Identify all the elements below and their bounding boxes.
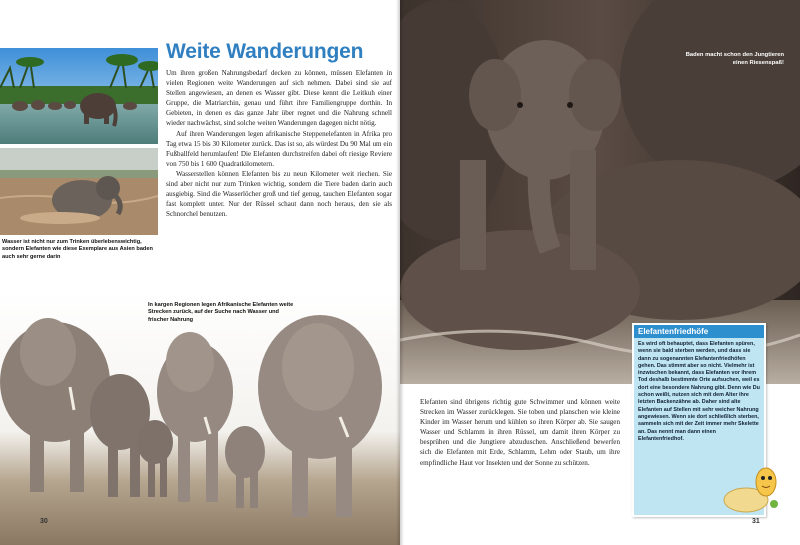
body-paragraph: Um ihren großen Nahrungsbedarf decken zu können, müssen Elefanten in vielen Regionen weite Wanderungen auf sich nehmen. Dabei sind sie auf Stellen angewiesen, an denen es Wasser gibt. Diese kennt die Leitkuh einer Gruppe, die Matriarchin, genau und führt ihre Familiengruppe dorthin. In Gebieten, in denen es das ganze Jahr über regnet und die Nahrung schnell wieder nachwächst, sind solche weiten Wanderungen dagegen nicht nötig. — [166, 69, 392, 128]
right-body-text: Elefanten sind übrigens richtig gute Schwimmer und können weite Strecken im Wasser zurücklegen. Sie toben und planschen wie kleine Kinder im Wasser herum und kühlen so ihren Körper ab. Sie saugen Wasser und Schlamm in ihren Rüssel, um damit ihren Körper zu besprühen und die Jungtiere abzuduschen. Anschließend bewerfen sich die Elefanten mit Erde, Schlamm, Lehm oder Staub, um ihre empfindliche Haut vor Insekten und der Sonne zu schützen. — [420, 398, 620, 467]
book-gutter — [396, 0, 404, 545]
infobox-title: Elefantenfriedhöfe — [634, 325, 764, 338]
infobox-text: Es wird oft behauptet, dass Elefanten spüren, wenn sie bald sterben werden, und dass sie dann zu sogenannten Elefantenfriedhöfen gehen. Das stimmt aber so nicht. Vielmehr ist inzwischen bekannt, dass Elefanten vor ihrem Tod deshalb bestimmte Orte aufsuchen, weil es dort eine besondere Nahrung gibt. Denn wie Du schon weißt, nutzen sich mit dem Alter ihre letzten Backenzähne ab. Daher sind alte Elefanten auf Stellen mit sehr weicher Nahrung angewiesen. Wenn sie dort schließlich sterben, sammeln sich mit der Zeit immer mehr Skelette an. Das nennt man dann einen Elefantenfriedhof. — [638, 341, 760, 442]
caption-herd: In kargen Regionen legen Afrikanische Elefanten weite Strecken zurück, auf der Suche nach Wasser und frischer Nahrung — [148, 302, 294, 323]
body-paragraph: Auf ihren Wanderungen legen afrikanische Steppenelefanten in Afrika pro Tag etwa 15 bis 30 Kilometer zurück. Das ist so, als würdest Du 90 Mal um ein Fußballfeld herumlaufen! Die Elefanten durchstreifen dabei oft riesige Reviere von 750 bis 1 600 Quadratkilometern. — [166, 129, 392, 168]
mascot-illustration — [716, 460, 780, 516]
caption-bath: Wasser ist nicht nur zum Trinken überlebenswichtig, sondern Elefanten wie diese Exemplare aus Asien baden auch sehr gerne darin — [2, 239, 153, 260]
page-number-left: 30 — [40, 518, 48, 525]
page-title: Weite Wanderungen — [166, 40, 364, 63]
page-number-right: 31 — [752, 518, 760, 525]
photo-bathing-elephant — [0, 148, 158, 235]
caption-baby: Baden macht schon den Jungtieren einen Riesenspaß! — [685, 52, 784, 66]
photo-river-elephants — [0, 48, 158, 144]
photo-elephant-herd — [0, 292, 400, 545]
body-paragraph: Wasserstellen können Elefanten bis zu neun Kilometer weit riechen. Sie sind aber nicht nur zum Trinken wichtig, sondern die Tiere baden darin auch ausgiebig. Sind die Wasserlöcher groß und tief genug, tauchen Elefanten sogar fast komplett unter. Nur der Rüssel schaut dann noch heraus, den sie als Schnorchel benutzen. — [166, 169, 392, 219]
body-text — [166, 68, 392, 219]
